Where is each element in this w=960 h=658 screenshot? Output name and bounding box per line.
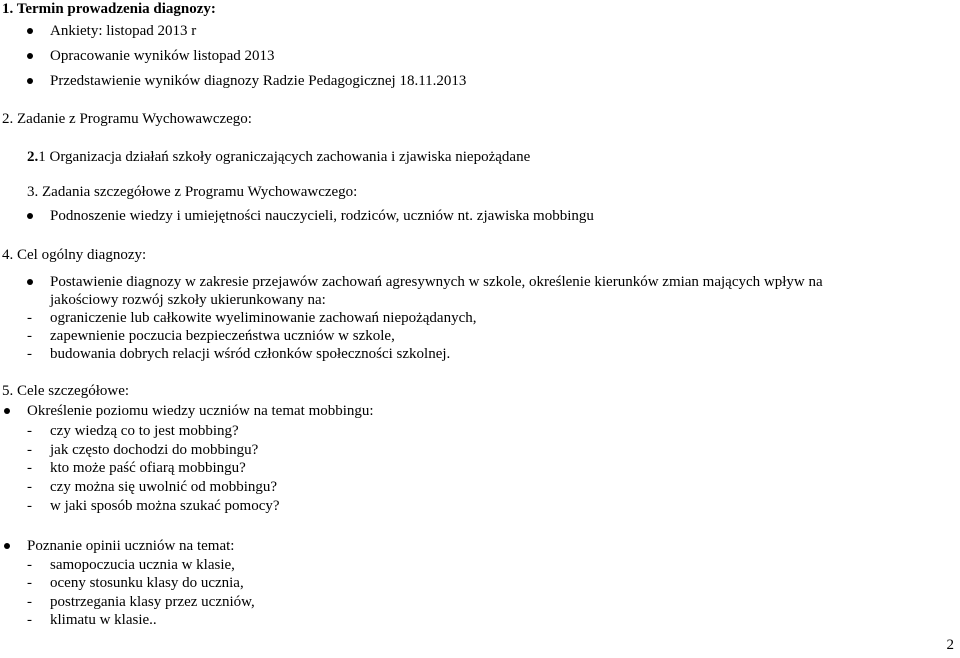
dash-item: ograniczenie lub całkowite wyeliminowanie zachowań niepożądanych, — [50, 310, 477, 326]
dash-marker: - — [27, 460, 32, 476]
bullet-icon — [27, 28, 33, 34]
dash-item: budowania dobrych relacji wśród członków społeczności szkolnej. — [50, 346, 451, 362]
dash-item: zapewnienie poczucia bezpieczeństwa uczniów w szkole, — [50, 328, 395, 344]
page-number: 2 — [946, 637, 954, 653]
list-item: Podnoszenie wiedzy i umiejętności nauczycieli, rodziców, uczniów nt. zjawiska mobbingu — [50, 208, 594, 224]
dash-marker: - — [27, 346, 32, 362]
dash-item: w jaki sposób można szukać pomocy? — [50, 498, 280, 514]
section-3-heading: 3. Zadania szczegółowe z Programu Wychowawczego: — [27, 184, 358, 200]
list-item: Ankiety: listopad 2013 r — [50, 23, 197, 39]
section-2-heading: 2. Zadanie z Programu Wychowawczego: — [2, 111, 252, 127]
bullet-icon — [4, 543, 10, 549]
group-title: Poznanie opinii uczniów na temat: — [27, 538, 235, 554]
paragraph-line: jakościowy rozwój szkoły ukierunkowany na: — [50, 292, 326, 308]
dash-marker: - — [27, 575, 32, 591]
dash-item: jak często dochodzi do mobbingu? — [50, 442, 259, 458]
section-4-heading: 4. Cel ogólny diagnozy: — [2, 247, 147, 263]
dash-marker: - — [27, 310, 32, 326]
subsection-text: 1 Organizacja działań szkoły ograniczających zachowania i zjawiska niepożądane — [38, 149, 531, 165]
bullet-icon — [27, 213, 33, 219]
bullet-icon — [27, 53, 33, 59]
list-item: Przedstawienie wyników diagnozy Radzie Pedagogicznej 18.11.2013 — [50, 73, 467, 89]
subsection-number: 2. — [27, 149, 39, 165]
dash-marker: - — [27, 557, 32, 573]
dash-marker: - — [27, 479, 32, 495]
dash-item: klimatu w klasie.. — [50, 612, 157, 628]
dash-item: czy wiedzą co to jest mobbing? — [50, 423, 239, 439]
dash-marker: - — [27, 498, 32, 514]
section-5-heading: 5. Cele szczegółowe: — [2, 383, 130, 399]
dash-item: oceny stosunku klasy do ucznia, — [50, 575, 244, 591]
section-1-heading: 1. Termin prowadzenia diagnozy: — [2, 1, 216, 17]
dash-marker: - — [27, 423, 32, 439]
group-title: Określenie poziomu wiedzy uczniów na temat mobbingu: — [27, 403, 374, 419]
paragraph-line: Postawienie diagnozy w zakresie przejawów zachowań agresywnych w szkole, określenie kierunków zmian mających wpływ na — [50, 274, 823, 290]
dash-item: samopoczucia ucznia w klasie, — [50, 557, 235, 573]
dash-item: postrzegania klasy przez uczniów, — [50, 594, 255, 610]
dash-marker: - — [27, 442, 32, 458]
bullet-icon — [4, 408, 10, 414]
dash-marker: - — [27, 328, 32, 344]
subsection-2-1 — [27, 148, 530, 166]
bullet-icon — [27, 279, 33, 285]
dash-marker: - — [27, 612, 32, 628]
dash-marker: - — [27, 594, 32, 610]
dash-item: czy można się uwolnić od mobbingu? — [50, 479, 278, 495]
bullet-icon — [27, 78, 33, 84]
dash-item: kto może paść ofiarą mobbingu? — [50, 460, 246, 476]
list-item: Opracowanie wyników listopad 2013 — [50, 48, 275, 64]
